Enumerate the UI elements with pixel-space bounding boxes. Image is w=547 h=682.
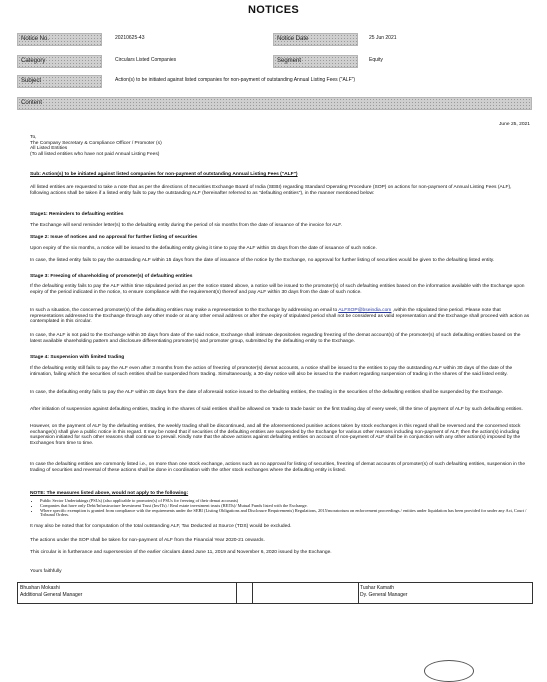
stage2-heading: Stage 2: Issue of notices and no approval for further listing of securities xyxy=(30,235,198,240)
notice-no-value: 20210625-43 xyxy=(112,33,265,44)
note-heading: NOTE: The measures listed above, would not apply to the following: xyxy=(30,491,189,496)
stage3-text-b-post: ,within the stipulated time period. Please note that representations addressed to the Exchange through any other mode or at any other email address or after the expiry of stipulated period shall not be considered as valid representation and the Exchange shall proceed with action as contemplated in this circular. xyxy=(30,308,530,325)
stage3-text-a: If the defaulting entity fails to pay the ALF within time stipulated period as per the notice stated above, a notice will be issued to the promoter(s) of such defaulting entities based on the information available with the Exchange upon expiry of the period indicated in the notice, to ensure compliance with the requirement(s) thereof and pay ALF within 30 days from the date of such notice. xyxy=(30,284,525,295)
note-list xyxy=(30,499,530,518)
segment-value: Equity xyxy=(366,55,529,66)
alf-email-link[interactable]: ALFSOP@bseindia.com xyxy=(338,308,392,313)
note-item: • Where specific exemption is granted from compliance with the requirements under the SEBI (Listing Obligations and Disclosure Requirements) Regulations, 2015/moratorium on enforcement proceedings / entities under liquidation has been provided for under any Act, Court / Tribunal Orders. xyxy=(40,509,530,519)
notice-date-value: 25 Jun 2021 xyxy=(366,33,529,44)
stage4-heading: Stage 4: Suspension with limited trading xyxy=(30,355,125,360)
recipient-block xyxy=(30,135,530,158)
recipient-line: The Company Secretary & Compliance Officer / Promoter (s) xyxy=(30,140,162,146)
category-value: Circulars Listed Companies xyxy=(112,55,265,66)
stage3-text-b xyxy=(30,308,530,325)
signatory-title: Additional General Manager xyxy=(20,591,83,598)
seal-stamp xyxy=(424,660,474,682)
recipient-line: All Listed Entities xyxy=(30,146,68,152)
right-signatory xyxy=(360,585,407,598)
left-signatory xyxy=(20,585,82,598)
stage3-heading: Stage 3: Freezing of shareholding of promoter(s) of defaulting entities xyxy=(30,274,193,279)
reversal-paragraph: However, on the payment of ALF by the defaulting entities, the weekly trading shall be discontinued, and all the aforementioned punitive actions taken by stock exchanges in this regard shall be reversed and the concerned stock exchange(s) shall give a public notice in this regard. It may be noted that if securities of the defaulting entities are suspended by the Exchange for various other reasons including non-payment of ALF, then the action(s) including suspension initiated for such other reasons shall continue to prevail. Kindly note that the above actions against defaulting entities on account of non-payment of ALF shall be in conjunction with any other action(s) imposed by the Exchanges from time to time. xyxy=(30,424,521,447)
letter-date: June 25, 2021 xyxy=(498,122,530,127)
stage3-text-b-pre: In such a situation, the concerned promoter(s) of the defaulting entities may make a representation to the Exchange by addressing an email to xyxy=(30,308,339,313)
notice-no-label: Notice No. xyxy=(17,33,102,46)
note-tail: It may also be noted that for computation of the total outstanding ALF, Tax Deducted at Source (TDS) would be excluded. xyxy=(30,524,292,529)
common-listing-paragraph: In case the defaulting entities are commonly listed i.e., on more than one stock exchange, actions such as no approval for listing of securities, freezing of demat accounts of promoter(s) of such defaulting entities, suspension in the trading of securities and reversal of these actions shall be done in coordination with the other stock exchanges where the defaulting entity is listed. xyxy=(30,462,526,473)
signature-table xyxy=(17,582,533,604)
recipient-line: (To all listed entities who have not paid Annual Listing Fees) xyxy=(30,152,160,158)
subject-value: Action(s) to be initiated against listed companies for non-payment of outstanding Annual Listing Fees ("ALF") xyxy=(112,75,515,86)
stage2-text-b: In case, the listed entity fails to pay the outstanding ALF within 15 days from the date of issuance of the notice by the Exchange, no approval for further listing of securities would be given to the defaulting listed entity. xyxy=(30,258,495,263)
stage1-heading: Stage1: Reminders to defaulting entities xyxy=(30,212,124,217)
stage4-text-b: In case, the defaulting entity fails to pay the ALF within 30 days from the date of aforesaid notice issued to the defaulting entities, the trading in the securities of the defaulting entities shall be suspended by the Exchange. xyxy=(30,390,504,395)
intro-paragraph: All listed entities are requested to take a note that as per the directions of Securities Exchange Board of India (SEBI) regarding Standard Operating Procedure (SOP) on actions for non-payment of Annual Listing Fees (ALF), following actions shall be taken if a listed entity fails to pay the outstanding ALF (hereinafter referred to as "defaulting entities"), in the manner mentioned below: xyxy=(30,185,512,196)
notice-date-label: Notice Date xyxy=(273,33,358,46)
category-label: Category xyxy=(17,55,102,68)
stage2-text-a: Upon expiry of the six months, a notice will be issued to the defaulting entity giving it time to pay the ALF within 15 days from the date of issuance of such notice. xyxy=(30,246,377,251)
stage3-text-c: In case, the ALF is not paid to the Exchange within 30 days from date of the said notice, Exchange shall intimate depositories regarding freezing of the demat account(s) of the promoter(s) of such defaulting entities based on the latest available shareholding pattern and disclosure differentiating promoter(s) and promoter group, submitted by the defaulting entity to the Exchange. xyxy=(30,333,521,344)
subject-label: Subject xyxy=(17,75,102,88)
signatory-title: Dy. General Manager xyxy=(360,591,408,598)
stage1-text: The Exchange will send reminder letter(s) to the defaulting entity during the period of six months from the date of issuance of the invoice for ALF. xyxy=(30,223,343,228)
subject-line: Sub: Action(s) to be initiated against listed companies for non-payment of outstanding Annual Listing Fees ("ALF") xyxy=(30,172,298,177)
recipient-line: To, xyxy=(30,135,37,140)
supersession-line: This circular is in furtherance and supersession of the earlier circulars dated June 11, 2019 and November 6, 2020 issued by the Exchange. xyxy=(30,550,332,555)
stage4-text-a: If the defaulting entity still fails to pay the ALF even after 3 months from the action of freezing of promoter(s) demat accounts, a notice shall be issued to the entities to pay the outstanding ALF within 30 days of the date of the intimation, failing which the securities of such entities shall be suspended from trading. Simultaneously, a 30-day notice will also be issued to the market regarding suspension of trading in the shares of the said listed entity. xyxy=(30,366,513,377)
closing-line: Yours faithfully xyxy=(30,569,62,574)
sop-line: The actions under the SOP shall be taken for non-payment of ALF from the Financial Year 2020-21 onwards. xyxy=(30,538,265,543)
content-label: Content xyxy=(17,97,532,110)
page-title: NOTICES xyxy=(248,4,299,16)
signatory-name: Tushar Kamath xyxy=(360,585,394,591)
note-item: • Public Sector Undertakings (PSUs) (also applicable to promoter(s) of PSUs for freezing of their demat accounts) xyxy=(40,499,530,504)
note-item: • Companies that have only Debt/Infrastructure Investment Trust (InvITs) / Real estate investment trusts (REITs)/ Mutual Funds listed with the Exchange. xyxy=(40,504,530,509)
signatory-name: Bhushan Mokashi xyxy=(20,585,60,591)
segment-label: Segment xyxy=(273,55,358,68)
stage4-text-c: After initiation of suspension against defaulting entities, trading in the shares of said entities shall be allowed on 'trade to trade basis' on the first trading day of every week, till the time of payment of ALF by such defaulting entities. xyxy=(30,407,523,412)
